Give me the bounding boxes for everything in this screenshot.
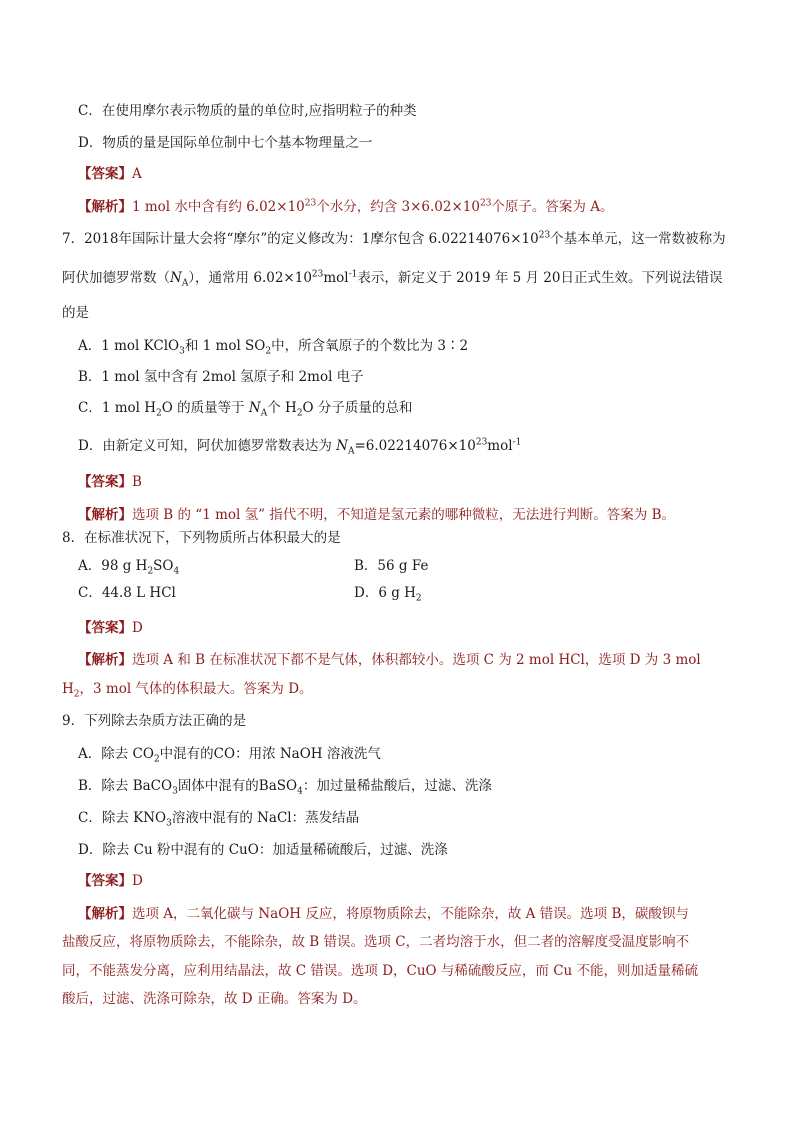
q9-option-d: D．除去 Cu 粉中混有的 CuO：加适量稀硫酸后，过滤、洗涤 bbox=[78, 842, 448, 858]
q8-option-c: C．44.8 L HCl bbox=[78, 585, 176, 601]
q6-option-d: D．物质的量是国际单位制中七个基本物理量之一 bbox=[78, 135, 373, 151]
q8-option-d: D．6 g $H_2$ bbox=[354, 585, 422, 604]
q7-option-c: C．1 mol $H_2O$ 的质量等于 $N_A$个 $H_2O$ 分子质量的总和 bbox=[78, 400, 413, 419]
q7-stem-line1: 7．2018年国际计量大会将“摩尔”的定义修改为：1摩尔包含 $6.02214076\times 10^{23}$个基本单元，这一常数被称为 bbox=[62, 230, 726, 247]
q7-option-d: D．由新定义可知，阿伏加德罗常数表达为 $N_A=6.02214076\times 10^{23}mol^{-1}$ bbox=[78, 437, 522, 457]
q6-option-c: C．在使用摩尔表示物质的量的单位时,应指明粒子的种类 bbox=[78, 103, 417, 119]
q7-stem-line3: 的是 bbox=[62, 305, 89, 321]
q9-analysis-line1: 【解析】选项 A，二氧化碳与 NaOH 反应，将原物质除去，不能除杂，故 A 错误。选项 B，碳酸钡与 bbox=[78, 906, 689, 922]
q9-analysis-line2: 盐酸反应，将原物质除去，不能除杂，故 B 错误。选项 C，二者均溶于水，但二者的溶解度受温度影响不 bbox=[62, 934, 690, 950]
q9-stem: 9．下列除去杂质方法正确的是 bbox=[62, 713, 247, 729]
q6-answer: 【答案】A bbox=[78, 166, 142, 182]
q9-option-a: A．除去 $CO_2$中混有的CO：用浓 NaOH 溶液洗气 bbox=[78, 746, 381, 765]
q8-analysis-line1: 【解析】选项 A 和 B 在标准状况下都不是气体，体积都较小。选项 C 为 2 mol HCl，选项 D 为 3 mol bbox=[78, 652, 701, 668]
q8-answer: 【答案】D bbox=[78, 620, 143, 636]
q7-option-a: A．1 mol KClO$_3$和 1 mol $SO_2$中，所含氧原子的个数比为 3∶2 bbox=[78, 338, 469, 357]
q9-analysis-line4: 酸后，过滤、洗涤可除杂，故 D 正确。答案为 D。 bbox=[62, 991, 367, 1007]
q8-analysis-line2: $H_2$，3 mol 气体的体积最大。答案为 D。 bbox=[62, 681, 313, 700]
q9-answer: 【答案】D bbox=[78, 873, 143, 889]
q9-option-c: C．除去 $KNO_3$溶液中混有的 NaCl：蒸发结晶 bbox=[78, 810, 360, 829]
q7-answer: 【答案】B bbox=[78, 474, 142, 490]
q9-analysis-line3: 同，不能蒸发分离，应利用结晶法，故 C 错误。选项 D，CuO 与稀硫酸反应，而 Cu 不能，则加适量稀硫 bbox=[62, 963, 699, 979]
q9-option-b: B．除去 BaCO$_3$固体中混有的BaSO$_4$：加过量稀盐酸后，过滤、洗涤 bbox=[78, 778, 492, 797]
q8-option-a: A．98 g $H_2SO_4$ bbox=[78, 558, 180, 577]
q7-option-b: B．1 mol 氢中含有 2mol 氢原子和 2mol 电子 bbox=[78, 369, 364, 385]
q8-stem: 8．在标准状况下，下列物质所占体积最大的是 bbox=[62, 530, 341, 546]
q8-option-b: B．56 g Fe bbox=[354, 558, 429, 574]
q7-stem-line2: 阿伏加德罗常数$(N_A)$，通常用 $6.02\times 10^{23}mol^{-1}$表示，新定义于 2019 年 5 月 20日正式生效。下列说法错误 bbox=[62, 269, 723, 289]
q7-analysis: 【解析】选项 B 的 “1 mol 氢” 指代不明，不知道是氢元素的哪种微粒，无法进行判断。答案为 B。 bbox=[78, 507, 676, 523]
q6-analysis: 【解析】1 mol 水中含有约 $6.02\times 10^{23}$个水分，约含 $3\times 6.02\times 10^{23}$个原子。答案为 A。 bbox=[78, 198, 614, 215]
